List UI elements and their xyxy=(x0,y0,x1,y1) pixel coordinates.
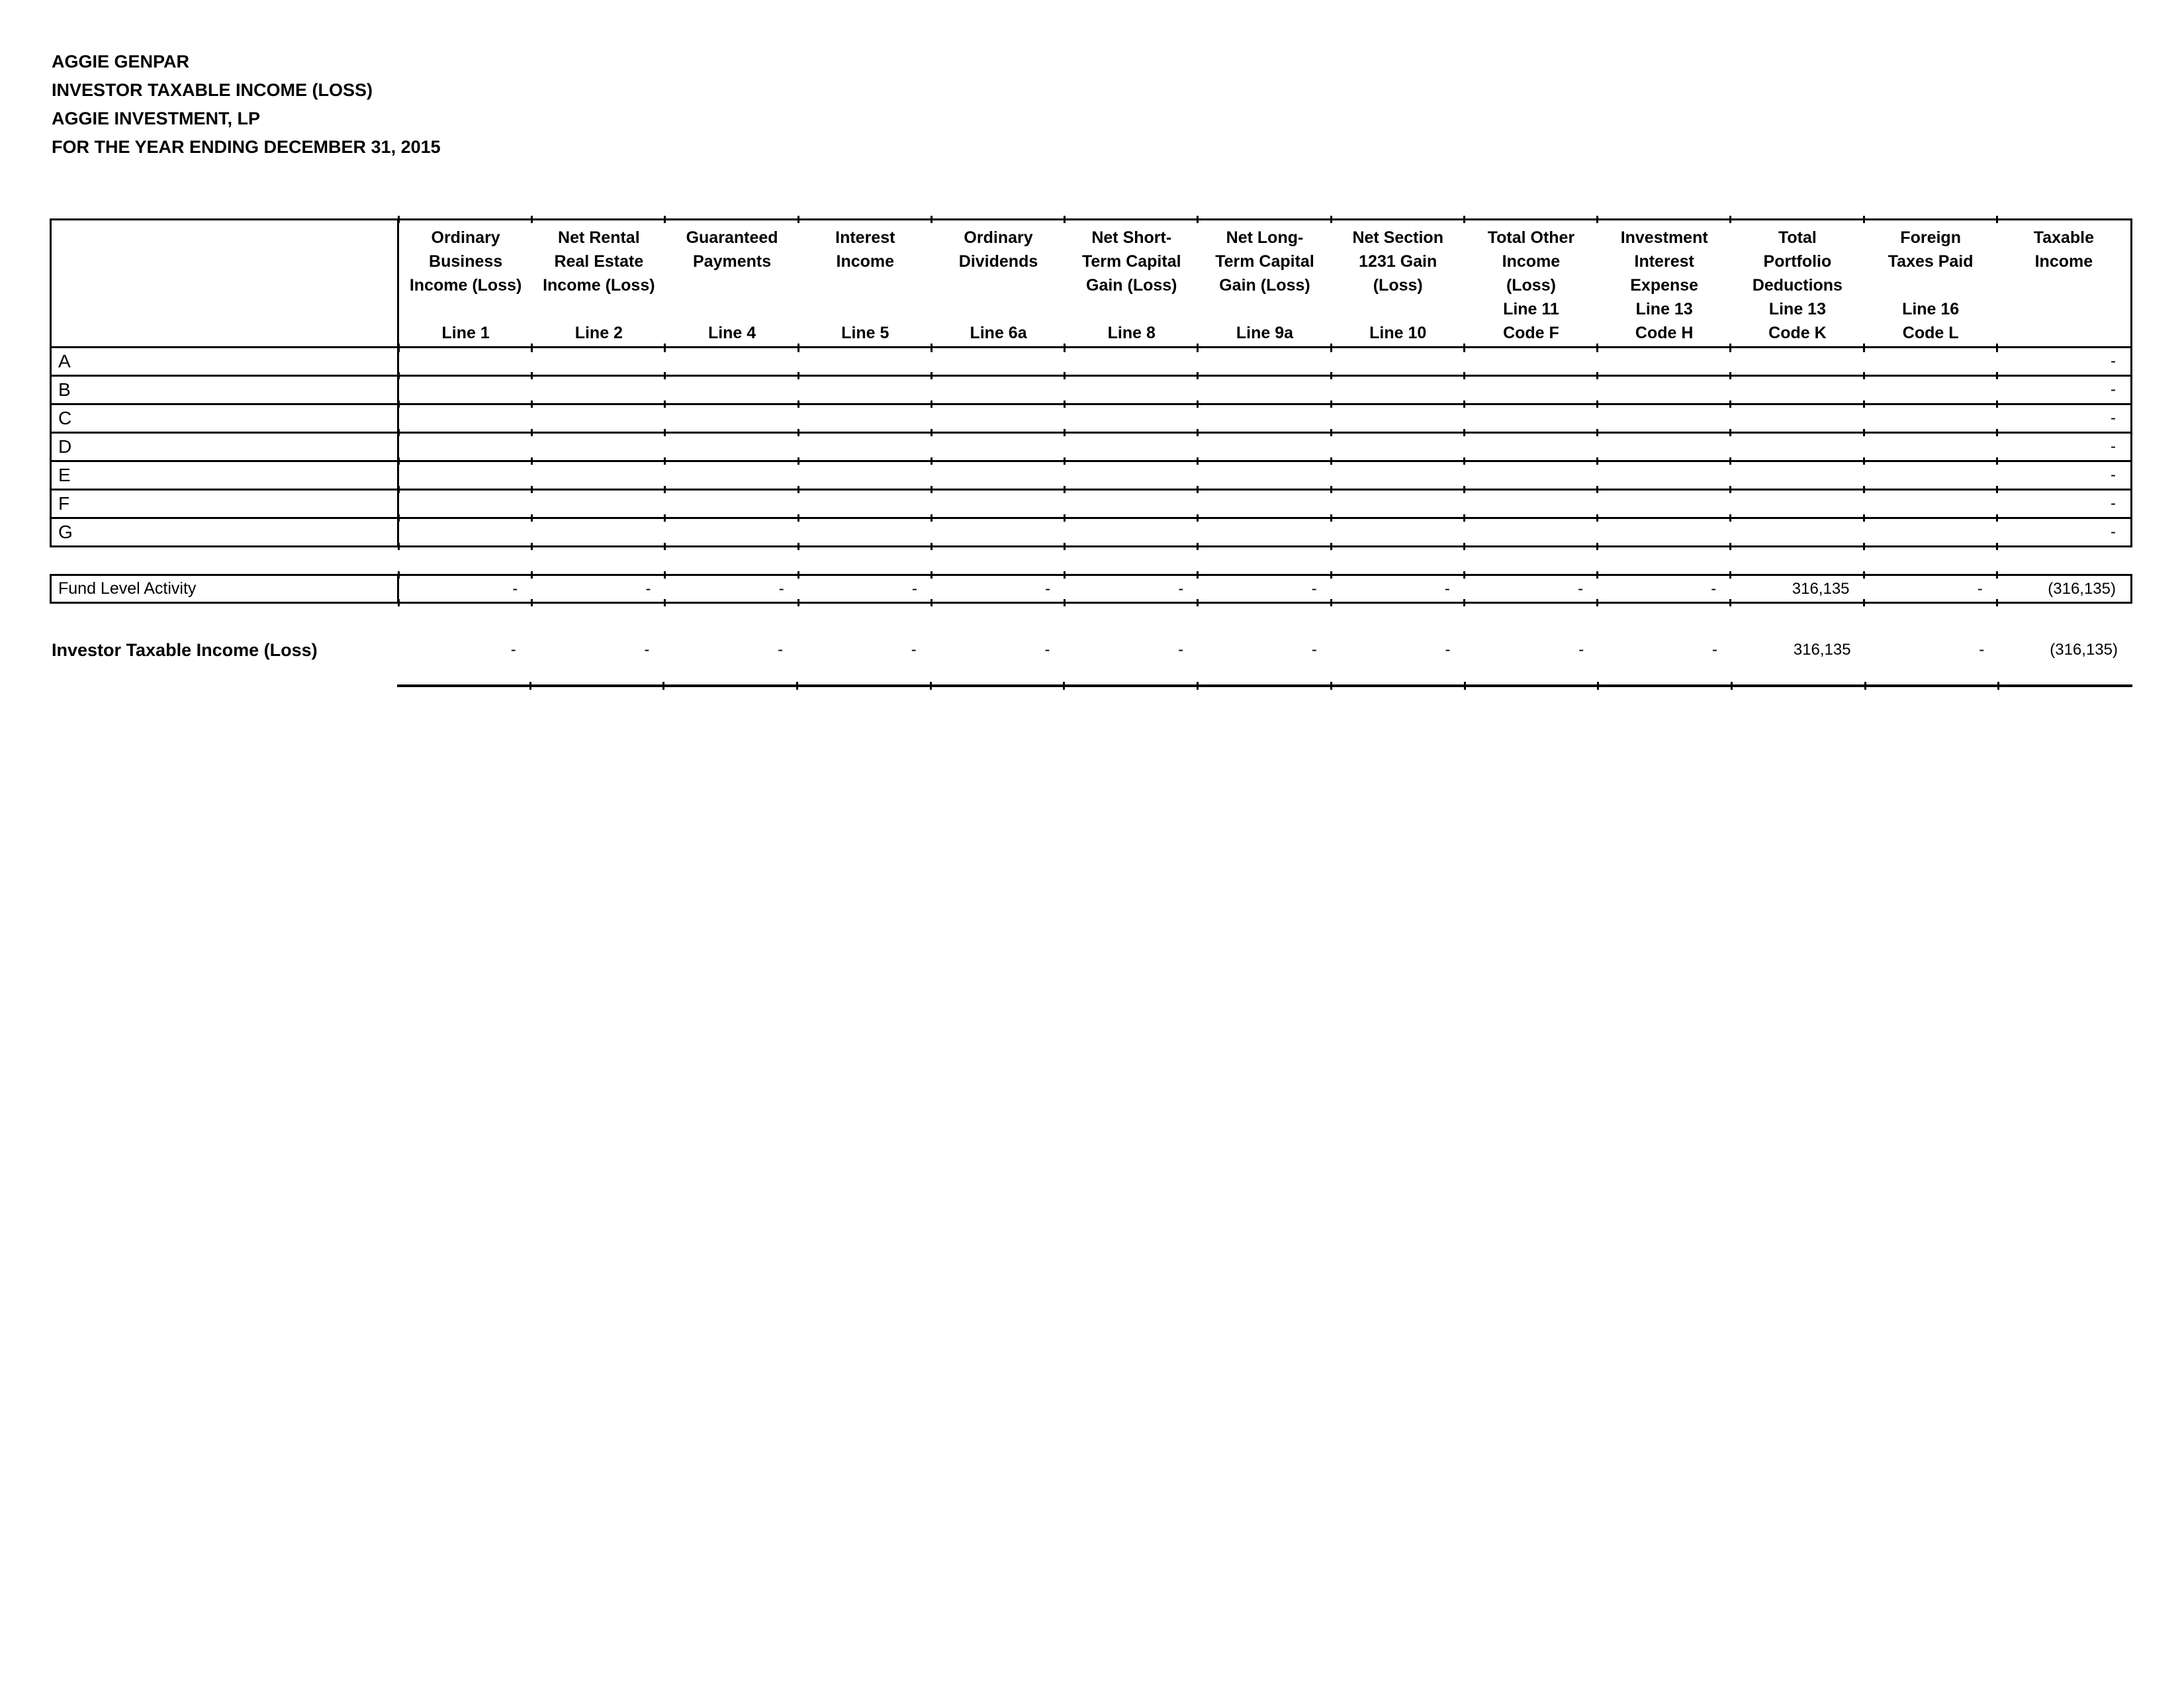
table-row xyxy=(52,491,2130,519)
empty-cell xyxy=(532,491,665,517)
investor-value-cell: (316,135) xyxy=(2050,641,2118,659)
empty-cell xyxy=(665,348,798,375)
investor-value-cell: - xyxy=(1311,641,1317,659)
fund-level-activity-label: Fund Level Activity xyxy=(52,576,399,602)
empty-cell xyxy=(532,519,665,545)
column-line-label: Line 13 Code K xyxy=(1768,300,1827,342)
fund-value-cell: - xyxy=(932,576,1065,602)
empty-cell xyxy=(1864,462,1997,489)
table-row xyxy=(52,377,2130,405)
fund-value-cell: - xyxy=(1198,576,1331,602)
taxable-income-cell: - xyxy=(1997,519,2130,545)
empty-cell xyxy=(1598,491,1731,517)
empty-cell xyxy=(1731,348,1864,375)
empty-cell xyxy=(932,348,1065,375)
column-line-label: Line 13 Code H xyxy=(1635,300,1694,342)
column-header xyxy=(1198,220,1331,348)
investor-value-cell: - xyxy=(911,641,917,659)
column-title: Investment Interest Expense xyxy=(1620,228,1708,295)
empty-cell xyxy=(1465,377,1598,403)
empty-cell xyxy=(1731,519,1864,545)
column-title: Total Portfolio Deductions xyxy=(1752,228,1843,295)
row-label: D xyxy=(52,434,399,460)
investor-value-cell: - xyxy=(1711,641,1717,659)
empty-cell xyxy=(399,434,532,460)
empty-cell xyxy=(932,434,1065,460)
row-label: C xyxy=(52,405,399,432)
fund-value-cell: 316,135 xyxy=(1731,576,1864,602)
empty-cell xyxy=(799,377,932,403)
empty-cell xyxy=(399,519,532,545)
investor-value-cell: - xyxy=(1044,641,1050,659)
empty-cell xyxy=(532,348,665,375)
empty-cell xyxy=(799,462,932,489)
empty-cell xyxy=(1465,491,1598,517)
column-title: Total Other Income (Loss) xyxy=(1487,228,1575,295)
empty-cell xyxy=(665,519,798,545)
column-line-label: Line 8 xyxy=(1107,324,1156,342)
empty-cell xyxy=(1065,377,1198,403)
investor-value-cell: - xyxy=(1979,641,1985,659)
column-title: Net Section 1231 Gain (Loss) xyxy=(1352,228,1443,295)
column-line-label: Line 16 Code L xyxy=(1902,300,1960,342)
empty-cell xyxy=(532,434,665,460)
empty-cell xyxy=(1864,434,1997,460)
column-title: Ordinary Business Income (Loss) xyxy=(409,228,522,295)
column-title: Guaranteed Payments xyxy=(686,228,778,271)
investor-value-cell: - xyxy=(1178,641,1184,659)
empty-cell xyxy=(1598,377,1731,403)
investor-value-cell: - xyxy=(510,641,516,659)
empty-cell xyxy=(1332,491,1465,517)
empty-cell xyxy=(1065,462,1198,489)
income-table xyxy=(50,218,2132,547)
totals-underline xyxy=(397,684,2132,687)
underline-segment xyxy=(531,684,664,687)
taxable-income-cell: - xyxy=(1997,405,2130,432)
table-row xyxy=(52,434,2130,462)
fund-value-cell: (316,135) xyxy=(1997,576,2130,602)
empty-cell xyxy=(799,434,932,460)
empty-cell xyxy=(1864,491,1997,517)
empty-cell xyxy=(1332,377,1465,403)
empty-cell xyxy=(1065,405,1198,432)
column-title: Net Long- Term Capital Gain (Loss) xyxy=(1215,228,1314,295)
empty-cell xyxy=(1598,405,1731,432)
empty-cell xyxy=(1864,377,1997,403)
column-line-label: Line 4 xyxy=(707,324,756,342)
investor-value-cell: - xyxy=(778,641,784,659)
investor-value-cell: - xyxy=(1445,641,1451,659)
column-line-label: Line 10 xyxy=(1369,324,1427,342)
empty-cell xyxy=(932,377,1065,403)
empty-cell xyxy=(399,377,532,403)
row-label: G xyxy=(52,519,399,545)
empty-cell xyxy=(799,519,932,545)
fund-value-cell: - xyxy=(1598,576,1731,602)
underline-segment xyxy=(1866,684,1999,687)
column-title: Ordinary Dividends xyxy=(958,228,1038,271)
underline-segment xyxy=(1198,684,1332,687)
column-header xyxy=(1465,220,1598,348)
empty-cell xyxy=(1864,348,1997,375)
column-header xyxy=(932,220,1065,348)
taxable-income-cell: - xyxy=(1997,462,2130,489)
fund-value-cell: - xyxy=(1465,576,1598,602)
empty-cell xyxy=(665,491,798,517)
column-title: Interest Income xyxy=(835,228,895,271)
underline-segment xyxy=(931,684,1065,687)
row-label: F xyxy=(52,491,399,517)
investor-taxable-income-row xyxy=(50,629,2132,671)
empty-cell xyxy=(932,519,1065,545)
empty-cell xyxy=(1198,519,1331,545)
table-row xyxy=(52,519,2130,545)
empty-cell xyxy=(1598,434,1731,460)
column-title: Taxable Income xyxy=(2033,228,2094,271)
empty-cell xyxy=(1731,377,1864,403)
underline-segment xyxy=(1064,684,1198,687)
investor-value-cell: - xyxy=(1578,641,1584,659)
column-line-label: Line 2 xyxy=(574,324,623,342)
empty-cell xyxy=(1065,434,1198,460)
empty-cell xyxy=(1731,462,1864,489)
fund-value-cell: - xyxy=(399,576,532,602)
empty-cell xyxy=(1198,434,1331,460)
empty-cell xyxy=(932,491,1065,517)
underline-segment xyxy=(397,684,531,687)
empty-cell xyxy=(1198,348,1331,375)
table-header-row xyxy=(52,220,2130,348)
taxable-income-cell: - xyxy=(1997,348,2130,375)
empty-cell xyxy=(1065,491,1198,517)
empty-cell xyxy=(1065,348,1198,375)
column-line-label: Line 6a xyxy=(970,324,1027,342)
row-label: E xyxy=(52,462,399,489)
fund-value-cell: - xyxy=(1332,576,1465,602)
column-header xyxy=(532,220,665,348)
fund-value-cell: - xyxy=(1065,576,1198,602)
column-header xyxy=(1997,220,2130,348)
empty-cell xyxy=(665,405,798,432)
investor-totals-section xyxy=(50,629,2132,687)
taxable-income-cell: - xyxy=(1997,491,2130,517)
empty-cell xyxy=(1065,519,1198,545)
empty-cell xyxy=(1332,348,1465,375)
table-row xyxy=(52,348,2130,377)
empty-cell xyxy=(1332,519,1465,545)
investor-taxable-income-label: Investor Taxable Income (Loss) xyxy=(52,639,318,660)
empty-cell xyxy=(1198,462,1331,489)
empty-cell xyxy=(1198,491,1331,517)
underline-segment xyxy=(1598,684,1732,687)
column-header xyxy=(1332,220,1465,348)
underline-segment xyxy=(797,684,931,687)
empty-cell xyxy=(1465,462,1598,489)
empty-cell xyxy=(399,405,532,432)
fund-level-activity-box xyxy=(50,574,2132,604)
fund-value-cell: - xyxy=(532,576,665,602)
fund-value-cell: - xyxy=(799,576,932,602)
column-title: Net Short- Term Capital Gain (Loss) xyxy=(1081,228,1181,295)
empty-cell xyxy=(799,491,932,517)
fund-value-cell: - xyxy=(1864,576,1997,602)
column-line-label: Line 1 xyxy=(441,324,490,342)
partnership-name: AGGIE INVESTMENT, LP xyxy=(52,109,261,128)
empty-cell xyxy=(1465,519,1598,545)
column-header xyxy=(799,220,932,348)
empty-cell xyxy=(1198,405,1331,432)
underline-segment xyxy=(664,684,797,687)
document-title-block xyxy=(52,48,441,162)
entity-name: AGGIE GENPAR xyxy=(52,52,190,71)
empty-cell xyxy=(799,405,932,432)
column-header xyxy=(1731,220,1864,348)
empty-cell xyxy=(1598,519,1731,545)
empty-cell xyxy=(532,462,665,489)
underline-segment xyxy=(1465,684,1599,687)
empty-cell xyxy=(1731,434,1864,460)
empty-cell xyxy=(665,462,798,489)
period-line: FOR THE YEAR ENDING DECEMBER 31, 2015 xyxy=(52,137,441,157)
investor-value-cell: 316,135 xyxy=(1793,641,1851,659)
table-row xyxy=(52,462,2130,491)
empty-cell xyxy=(665,434,798,460)
empty-cell xyxy=(1332,434,1465,460)
taxable-income-cell: - xyxy=(1997,434,2130,460)
column-header xyxy=(1598,220,1731,348)
table-row xyxy=(52,405,2130,434)
empty-cell xyxy=(665,377,798,403)
taxable-income-cell: - xyxy=(1997,377,2130,403)
column-line-label: Line 9a xyxy=(1236,324,1294,342)
column-header xyxy=(1864,220,1997,348)
fund-value-cell: - xyxy=(665,576,798,602)
column-header xyxy=(1065,220,1198,348)
column-title: Net Rental Real Estate Income (Loss) xyxy=(543,228,655,295)
row-label: A xyxy=(52,348,399,375)
empty-cell xyxy=(1598,348,1731,375)
row-label: B xyxy=(52,377,399,403)
underline-segment xyxy=(1999,684,2132,687)
column-line-label: Line 11 Code F xyxy=(1503,300,1559,342)
empty-cell xyxy=(1731,491,1864,517)
empty-cell xyxy=(1198,377,1331,403)
underline-segment xyxy=(1732,684,1866,687)
empty-cell xyxy=(1731,405,1864,432)
empty-cell xyxy=(799,348,932,375)
header-label-cell xyxy=(52,220,399,348)
empty-cell xyxy=(399,348,532,375)
empty-cell xyxy=(1332,405,1465,432)
empty-cell xyxy=(399,491,532,517)
empty-cell xyxy=(532,377,665,403)
empty-cell xyxy=(1864,519,1997,545)
empty-cell xyxy=(1864,405,1997,432)
column-title: Foreign Taxes Paid xyxy=(1888,228,1974,271)
column-header xyxy=(665,220,798,348)
empty-cell xyxy=(1598,462,1731,489)
empty-cell xyxy=(532,405,665,432)
column-line-label: Line 5 xyxy=(841,324,889,342)
empty-cell xyxy=(932,405,1065,432)
empty-cell xyxy=(1465,434,1598,460)
empty-cell xyxy=(932,462,1065,489)
fund-level-activity-row xyxy=(52,576,2130,602)
column-header xyxy=(399,220,532,348)
empty-cell xyxy=(1465,348,1598,375)
investor-value-cell: - xyxy=(644,641,650,659)
empty-cell xyxy=(1465,405,1598,432)
underline-segment xyxy=(1332,684,1465,687)
report-title: INVESTOR TAXABLE INCOME (LOSS) xyxy=(52,80,373,100)
empty-cell xyxy=(399,462,532,489)
empty-cell xyxy=(1332,462,1465,489)
